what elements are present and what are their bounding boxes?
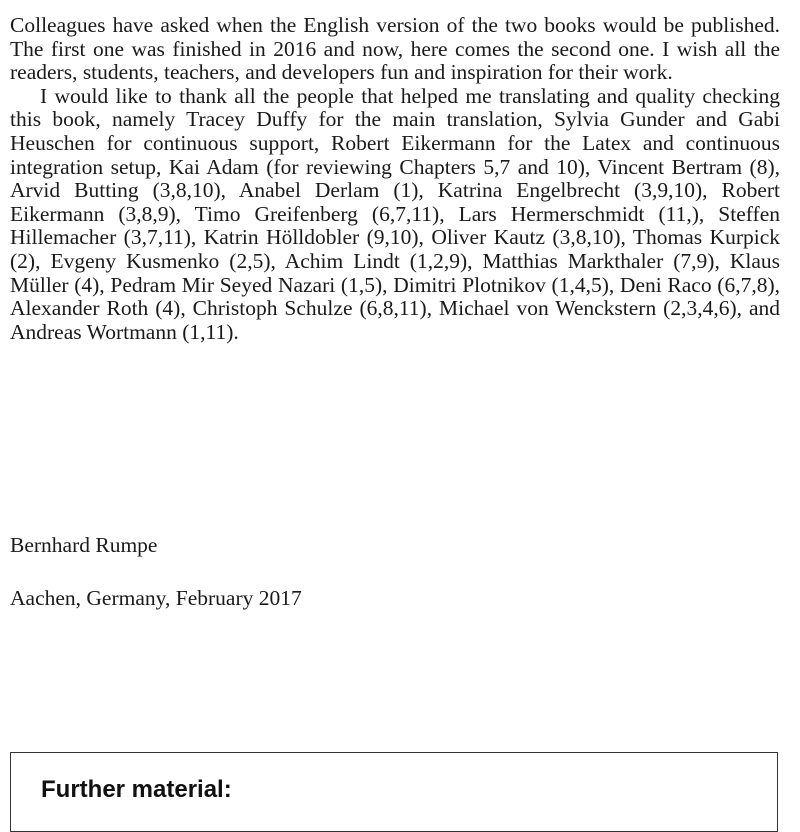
acknowledgements-paragraph: I would like to thank all the people that helped me translating and quality checking this book, namely Tracey Duffy for the main translation, Sylvia Gunder and Gabi Heuschen for continuous support, Robert Eikermann for the Latex and continuous integration setup, Kai Adam (for reviewing Chapters 5,7 and 10), Vincent Bertram (8), Arvid Butting (3,8,10), Anabel Derlam (1), Katrina Engelbrecht (3,9,10), Robert Eikermann (3,8,9), Timo Greifenberg (6,7,11), Lars Hermerschmidt (11,), Steffen Hillemacher (3,7,11), Katrin Hölldobler (9,10), Oliver Kautz (3,8,10), Thomas Kurpick (2), Evgeny Kusmenko (2,5), Achim Lindt (1,2,9), Matthias Markthaler (7,9), Klaus Müller (4), Pedram Mir Seyed Nazari (1,5), Dimitri Plotnikov (1,4,5), Deni Raco (6,7,8), Alexander Roth (4), Christoph Schulze (6,8,11), Michael von Wenckstern (2,3,4,6), and Andreas Wortmann (1,11).: [10, 83, 780, 344]
further-material-title: Further material:: [41, 776, 232, 803]
place-and-date: Aachen, Germany, February 2017: [10, 586, 302, 610]
preface-paragraph-1: Colleagues have asked when the English version of the two books would be published. The first one was finished in 2016 and now, here comes the second one. I wish all the readers, students, teachers, and developers fun and inspiration for their work.: [10, 13, 780, 85]
preface-body: [10, 14, 780, 344]
author-name: Bernhard Rumpe: [10, 533, 158, 557]
further-material-box: [10, 752, 778, 832]
